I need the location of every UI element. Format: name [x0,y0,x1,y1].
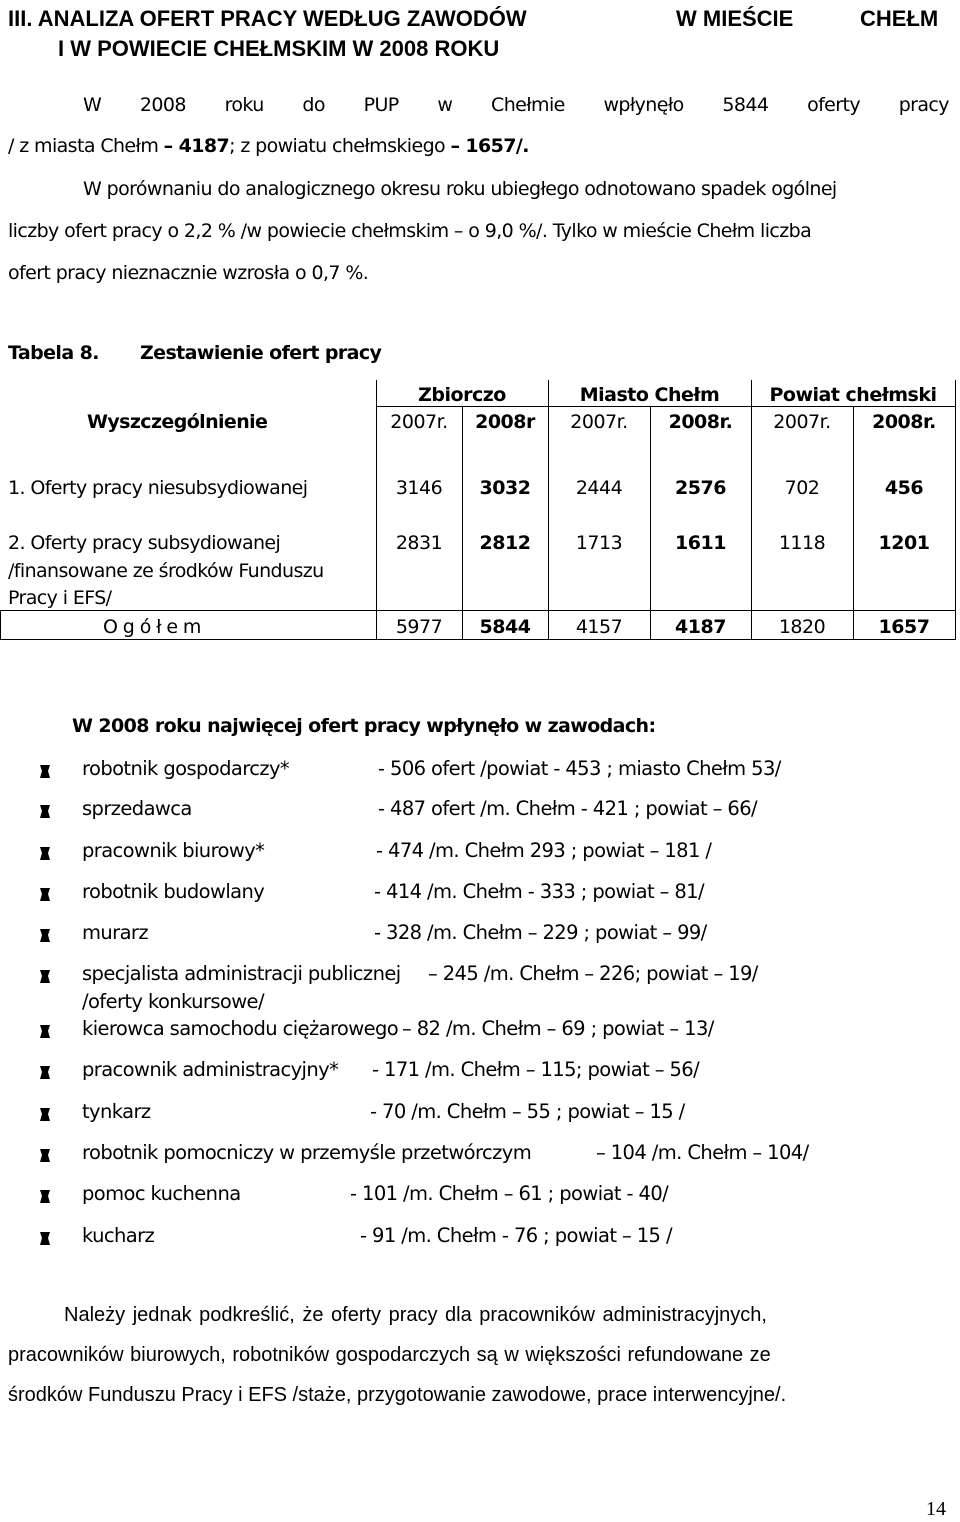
table-cell: 4157 [575,616,623,638]
occupation-detail: - 487 ofert /m. Chełm - 421 ; powiat – 66/ [378,797,757,820]
occupation-detail: – 82 /m. Chełm – 69 ; powiat – 13/ [402,1017,714,1040]
table-year-header: 2008r [475,411,535,433]
table-row-label: 2. Oferty pracy subsydiowanej [8,532,281,554]
intro-word: w [437,94,453,116]
section-heading-line1-b: W MIEŚCIE [676,6,794,31]
table-year-header: 2007r. [773,411,831,433]
intro-word: wpłynęło [603,94,684,116]
page-number: 14 [926,1498,946,1520]
table-caption-label: Tabela 8. [8,342,99,364]
occupation-name: pracownik administracyjny* [82,1058,339,1081]
table-year-header: 2007r. [390,411,448,433]
intro-word: W [83,94,102,116]
intro-word: pracy [898,94,949,116]
intro-word: oferty [807,94,860,116]
table-cell: 2812 [479,532,531,554]
total-row-top-border [0,610,956,611]
table-caption-title: Zestawienie ofert pracy [140,342,382,364]
table-cell: 2831 [395,532,443,554]
bullet-icon [40,1188,50,1201]
occupation-detail: - 414 /m. Chełm - 333 ; powiat – 81/ [374,880,704,903]
bullet-icon [40,845,50,858]
occupation-detail: - 474 /m. Chełm 293 ; powiat – 181 / [376,839,712,862]
table-row-label: Pracy i EFS/ [8,587,112,609]
table-year-header: 2008r. [668,411,733,433]
table-cell: 2444 [575,477,623,499]
occupation-name: robotnik gospodarczy* [82,757,290,780]
bullet-icon [40,927,50,940]
intro-line2 [8,135,529,157]
bullet-icon [40,1023,50,1036]
closing-line3: środków Funduszu Pracy i EFS /staże, przygotowanie zawodowe, prace interwencyjne/. [8,1384,787,1406]
intro-line2-c: ; z powiatu chełmskiego [229,135,451,157]
table-year-header: 2007r. [570,411,628,433]
table-group-header: Zbiorczo [418,384,506,406]
total-row-label: O g ó ł e m [103,616,201,638]
occupation-detail: - 506 ofert /powiat - 453 ; miasto Chełm 53/ [378,757,781,780]
intro-p2-line3: ofert pracy nieznacznie wzrosła o 0,7 %. [8,262,369,284]
intro-line2-a: / z miasta Chełm [8,135,164,157]
intro-county-count: – 1657/. [450,135,529,157]
occupation-name: robotnik pomocniczy w przemyśle przetwórczym [82,1141,532,1164]
occupation-name: tynkarz [82,1100,151,1123]
table-col-divider [650,407,651,640]
occupation-name: kucharz [82,1224,155,1247]
bullet-icon [40,886,50,899]
table-cell: 1820 [778,616,826,638]
total-row-bottom-border [0,639,956,640]
table-col-divider [548,380,549,640]
table-row-label: /finansowane ze środków Funduszu [8,560,324,582]
occupation-detail: - 91 /m. Chełm - 76 ; powiat – 15 / [360,1224,672,1247]
occupation-detail: - 70 /m. Chełm – 55 ; powiat – 15 / [370,1100,685,1123]
table-cell: 5977 [395,616,443,638]
table-col-divider [376,380,377,640]
closing-line1: Należy jednak podkreślić, że oferty pracy dla pracowników administracyjnych, [64,1304,767,1326]
table-cell: 1611 [675,532,726,554]
bullet-icon [40,968,50,981]
intro-city-count: – 4187 [163,135,230,157]
occupation-name: murarz [82,921,148,944]
occupation-detail: - 101 /m. Chełm – 61 ; powiat - 40/ [350,1182,669,1205]
table-header-label: Wyszczególnienie [87,411,268,433]
table-cell: 1657 [878,616,930,638]
table-col-divider [751,380,752,640]
intro-word: 2008 [139,94,186,116]
closing-line2: pracowników biurowych, robotników gospodarczych są w większości refundowane ze [8,1344,771,1366]
table-cell: 3032 [479,477,531,499]
intro-word: roku [224,94,264,116]
occupation-extra: /oferty konkursowe/ [82,990,264,1013]
occupation-name: pomoc kuchenna [82,1182,241,1205]
table-cell: 1118 [778,532,826,554]
table-cell: 1201 [878,532,930,554]
intro-p2-line1: W porównaniu do analogicznego okresu roku ubiegłego odnotowano spadek ogólnej [83,178,837,200]
intro-word: PUP [363,94,399,116]
table-right-border [955,380,956,640]
occupations-title: W 2008 roku najwięcej ofert pracy wpłynęło w zawodach: [72,715,656,737]
table-cell: 1713 [575,532,623,554]
occupation-detail: – 245 /m. Chełm – 226; powiat – 19/ [428,962,758,985]
table-col-divider [462,407,463,640]
occupation-name: specjalista administracji publicznej [82,962,401,985]
bullet-icon [40,803,50,816]
bullet-icon [40,1230,50,1243]
occupation-detail: – 104 /m. Chełm – 104/ [596,1141,809,1164]
occupation-detail: - 328 /m. Chełm – 229 ; powiat – 99/ [374,921,707,944]
intro-p2-line2: liczby ofert pracy o 2,2 % /w powiecie chełmskim – o 9,0 %/. Tylko w mieście Chełm liczba [8,220,812,242]
table-left-border [0,610,1,640]
occupation-name: pracownik biurowy* [82,839,265,862]
table-cell: 702 [784,477,820,499]
table-row-label: 1. Oferty pracy niesubsydiowanej [8,477,308,499]
intro-word: do [302,94,325,116]
occupation-name: robotnik budowlany [82,880,265,903]
intro-justified-line [83,94,949,116]
intro-word: 5844 [722,94,769,116]
occupation-name: kierowca samochodu ciężarowego [82,1017,399,1040]
table-year-header: 2008r. [872,411,936,433]
section-heading-line1-c: CHEŁM [860,6,939,31]
intro-word: Chełmie [491,94,565,116]
table-cell: 456 [884,477,924,499]
table-cell: 2576 [675,477,726,499]
bullet-icon [40,1147,50,1160]
occupation-detail: - 171 /m. Chełm – 115; powiat – 56/ [372,1058,700,1081]
table-cell: 5844 [479,616,531,638]
section-heading-line1-a: III. ANALIZA OFERT PRACY WEDŁUG ZAWODÓW [8,6,527,31]
table-cell: 3146 [395,477,443,499]
table-cell: 4187 [675,616,726,638]
bullet-icon [40,763,50,776]
table-group-header: Miasto Chełm [579,384,720,406]
bullet-icon [40,1064,50,1077]
table-group-header: Powiat chełmski [769,384,937,406]
table-col-divider [853,407,854,640]
occupation-name: sprzedawca [82,797,192,820]
section-heading-line2: I W POWIECIE CHEŁMSKIM W 2008 ROKU [58,36,500,61]
bullet-icon [40,1106,50,1119]
